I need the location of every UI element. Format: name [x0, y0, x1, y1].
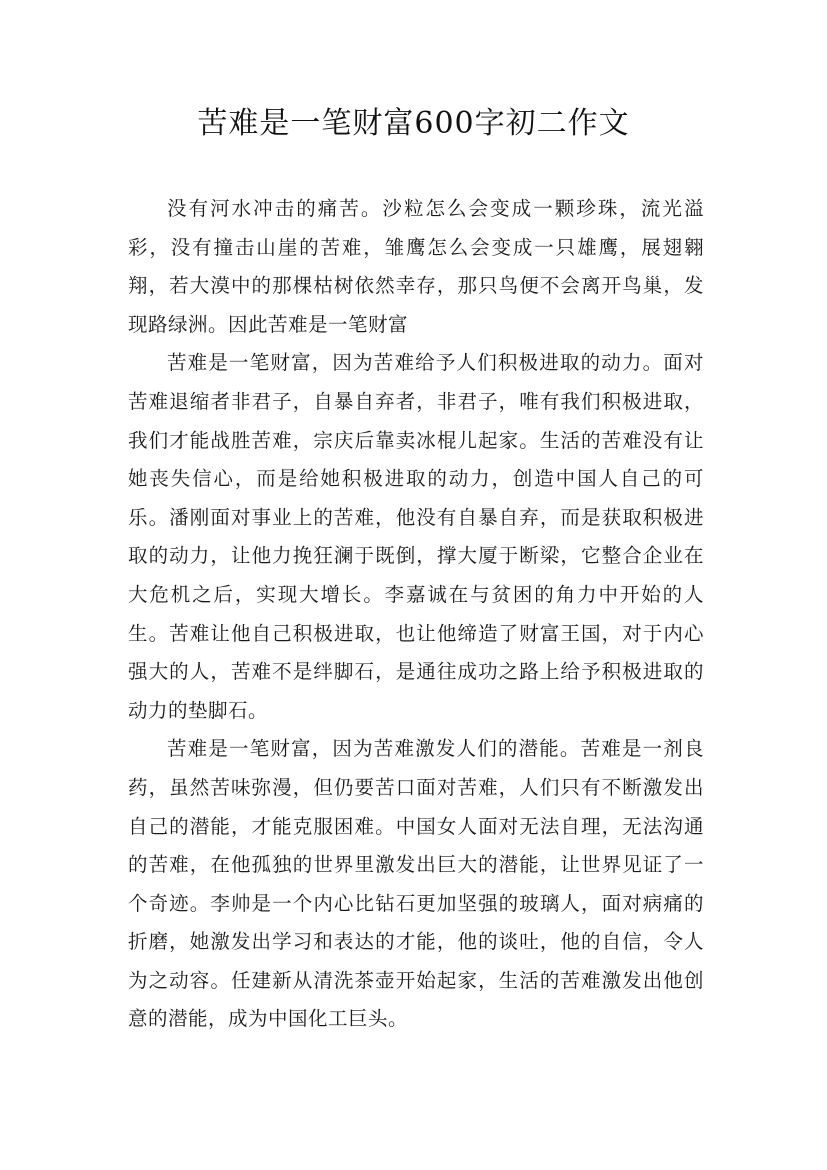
paragraph-1: 没有河水冲击的痛苦。沙粒怎么会变成一颗珍珠，流光溢彩，没有撞击山崖的苦难，雏鹰怎么会变成一只雄鹰，展翅翱翔，若大漠中的那棵枯树依然幸存，那只鸟便不会离开鸟巢，发现路绿洲。因此苦难是一笔财富	[128, 197, 704, 336]
paragraph-2: 苦难是一笔财富，因为苦难给予人们积极进取的动力。面对苦难退缩者非君子，自暴自弃者，非君子，唯有我们积极进取，我们才能战胜苦难，宗庆后靠卖冰棍儿起家。生活的苦难没有让她丧失信心，而是给她积极进取的动力，创造中国人自己的可乐。潘刚面对事业上的苦难，他没有自暴自弃，而是获取积极进取的动力，让他力挽狂澜于既倒，撑大厦于断梁，它整合企业在大危机之后，实现大增长。李嘉诚在与贫困的角力中开始的人生。苦难让他自己积极进取，也让他缔造了财富王国，对于内心强大的人，苦难不是绊脚石，是通往成功之路上给予积极进取的动力的垫脚石。	[128, 351, 704, 722]
document-body	[128, 190, 704, 1039]
paragraph-3: 苦难是一笔财富，因为苦难激发人们的潜能。苦难是一剂良药，虽然苦味弥漫，但仍要苦口面对苦难，人们只有不断激发出自己的潜能，才能克服困难。中国女人面对无法自理，无法沟通的苦难，在他孤独的世界里激发出巨大的潜能，让世界见证了一个奇迹。李帅是一个内心比钻石更加坚强的玻璃人，面对病痛的折磨，她激发出学习和表达的才能，他的谈吐，他的自信，令人为之动容。任建新从清洗茶壶开始起家，生活的苦难激发出他创意的潜能，成为中国化工巨头。	[128, 737, 704, 1031]
document-title: 苦难是一笔财富600字初二作文	[197, 106, 630, 141]
